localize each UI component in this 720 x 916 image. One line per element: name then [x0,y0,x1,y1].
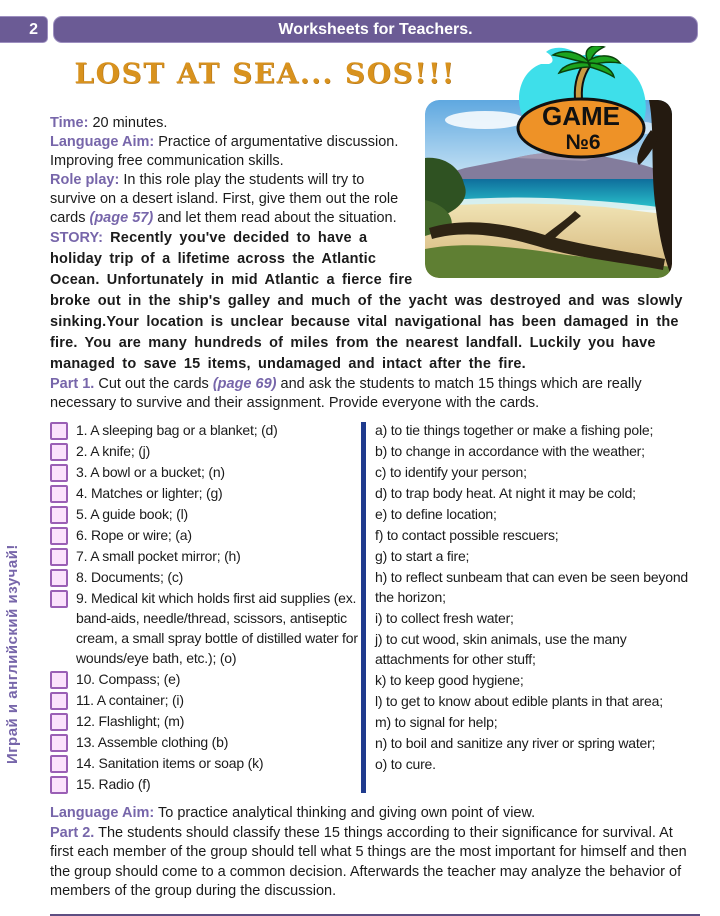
row-label: i) to collect fresh water; [375,610,514,626]
role-play-page-ref: (page 57) [89,210,154,226]
row-label: d) to trap body heat. At night it may be cold; [375,485,636,501]
item-checkbox[interactable] [50,713,68,731]
item-row [50,690,360,710]
assignment-row [375,670,700,690]
header-title: Worksheets for Teachers. [278,20,473,38]
side-vertical-text: Играй и английский изучай! [4,544,21,764]
part2-language-aim-text: To practice analytical thinking and giving own point of view. [154,805,536,821]
item-row [50,753,360,773]
part2-text: The students should classify these 15 things according to their significance for survival. At first each member of the group should tell what 5 things are the most important for himself and then the group should come to a common decision. Afterwards the teacher may analyze the behavior of members of the group during the discussion. [50,824,687,899]
row-label: o) to cure. [375,756,436,772]
row-label: 15. Radio (f) [76,776,151,792]
item-row [50,588,360,668]
part2-label: Part 2. [50,824,95,841]
item-row [50,774,360,794]
item-row [50,567,360,587]
items-list [50,420,360,795]
page-header [0,16,720,43]
assignment-row [375,712,700,732]
part1-label: Part 1. [50,376,95,392]
assignment-row [375,546,700,566]
row-label: 1. A sleeping bag or a blanket; (d) [76,422,278,438]
language-aim-label: Language Aim: [50,134,155,150]
story-label: STORY: [50,230,103,246]
assignment-row [375,754,700,774]
row-label: 10. Compass; (e) [76,671,181,687]
row-label: 8. Documents; (c) [76,569,184,585]
time-text: 20 minutes. [88,115,168,131]
row-label: j) to cut wood, skin animals, use the many attachments for other stuff; [375,631,627,667]
row-label: e) to define location; [375,506,497,522]
item-checkbox[interactable] [50,755,68,773]
part1-page-ref: (page 69) [212,376,277,392]
assignment-row [375,608,700,628]
row-label: 7. A small pocket mirror; (h) [76,548,241,564]
row-label: 6. Rope or wire; (a) [76,527,192,543]
header-title-bar [53,16,698,43]
item-row [50,732,360,752]
game-badge [511,46,652,161]
page-number: 2 [0,16,48,43]
worksheet-body [50,114,700,916]
assignment-row [375,629,700,669]
row-label: 9. Medical kit which holds first aid supplies (ex. band-aids, needle/thread, scissors, antiseptic cream, a small spray bottle of distilled water for wounds/eye bath, etc.); (o) [76,590,358,666]
row-label: c) to identify your person; [375,464,527,480]
item-checkbox[interactable] [50,692,68,710]
badge-game-label: GAME [542,101,620,131]
part2-language-aim-line [50,804,700,824]
item-row [50,441,360,461]
part1-text-1: Cut out the cards [94,376,213,392]
row-label: f) to contact possible rescuers; [375,527,559,543]
worksheet-title: LOST AT SEA... SOS!!! [74,57,456,90]
time-label: Time: [50,115,89,131]
part2-paragraph [50,824,700,902]
matching-section [50,420,700,795]
role-play-text-2: and let them read about the situation. [153,210,397,226]
row-label: 5. A guide book; (l) [76,506,188,522]
item-checkbox[interactable] [50,776,68,794]
item-checkbox[interactable] [50,548,68,566]
assignment-row [375,504,700,524]
row-label: k) to keep good hygiene; [375,672,524,688]
assignment-row [375,483,700,503]
item-checkbox[interactable] [50,422,68,440]
part2-section [50,804,700,902]
part1-text-2: and ask the students to match 15 things which are really necessary to survive and their assignment. Provide everyone with the cards. [50,376,642,411]
language-aim-text: Practice of argumentative discussion. Improving free communication skills. [50,134,399,169]
assignment-row [375,567,700,607]
badge-number-label: №6 [565,131,601,154]
row-label: 3. A bowl or a bucket; (n) [76,464,225,480]
item-checkbox[interactable] [50,443,68,461]
assignment-row [375,733,700,753]
row-label: n) to boil and sanitize any river or spring water; [375,735,656,751]
item-row [50,504,360,524]
item-row [50,711,360,731]
item-checkbox[interactable] [50,506,68,524]
item-row [50,669,360,689]
row-label: 14. Sanitation items or soap (k) [76,755,264,771]
row-label: m) to signal for help; [375,714,498,730]
item-row [50,462,360,482]
row-label: 11. A container; (i) [76,692,184,708]
row-label: a) to tie things together or make a fishing pole; [375,422,654,438]
role-play-label: Role play: [50,172,120,188]
part2-language-aim-label: Language Aim: [50,805,155,821]
assignment-row [375,691,700,711]
item-row [50,525,360,545]
item-checkbox[interactable] [50,590,68,608]
item-checkbox[interactable] [50,569,68,587]
assignment-row [375,462,700,482]
assignment-row [375,441,700,461]
item-checkbox[interactable] [50,464,68,482]
assignment-row [375,525,700,545]
row-label: 13. Assemble clothing (b) [76,734,229,750]
row-label: h) to reflect sunbeam that can even be seen beyond the horizon; [375,569,688,605]
row-label: 2. A knife; (j) [76,443,151,459]
role-play-text-1: In this role play the students will try to survive on a desert island. First, give them out the role cards [50,172,399,226]
row-label: b) to change in accordance with the weather; [375,443,645,459]
item-row [50,420,360,440]
row-label: 4. Matches or lighter; (g) [76,485,223,501]
item-checkbox[interactable] [50,485,68,503]
item-checkbox[interactable] [50,671,68,689]
part1-paragraph [50,375,700,413]
story-text: Recently you've decided to have a holiday trip of a lifetime across the Atlantic Ocean. Unfortunately in mid Atlantic a fierce fire broke out in the ship's galley and much of the yacht was destroyed and was slowly sinking.Your location is unclear because vital navigational has been damaged in the fire. You are many hundreds of miles from the nearest landfall. Luckily you have managed to save 15 items, undamaged and intact after the fire. [50,230,683,372]
assignment-row [375,420,700,440]
item-checkbox[interactable] [50,734,68,752]
item-row [50,483,360,503]
footer-rule [50,914,700,916]
item-row [50,546,360,566]
row-label: 12. Flashlight; (m) [76,713,185,729]
row-label: l) to get to know about edible plants in that area; [375,693,663,709]
item-checkbox[interactable] [50,527,68,545]
assignments-list [366,420,700,795]
row-label: g) to start a fire; [375,548,470,564]
